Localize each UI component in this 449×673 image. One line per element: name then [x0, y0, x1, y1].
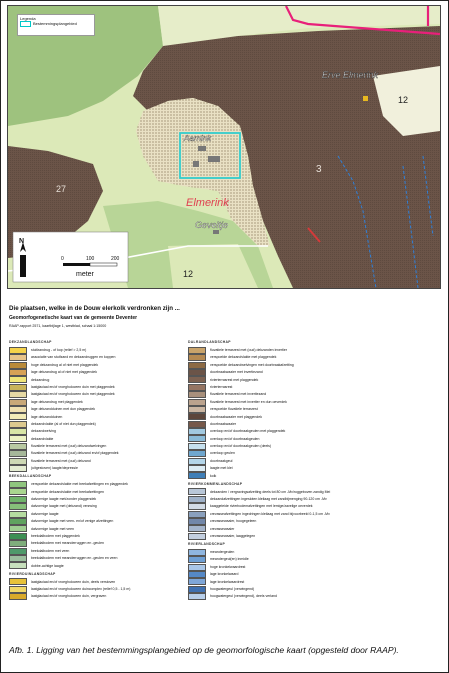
legend-section-heading: DEKZANDLANDSCHAP — [9, 340, 52, 344]
legend-item-label: laatglaciaal en/of vroegholoceen duin, vergraven — [31, 594, 107, 599]
legend-swatch — [9, 555, 27, 562]
legend-item-label: doorbraakwaaier — [210, 421, 237, 426]
scalebar-segment — [90, 263, 117, 266]
legend-item — [9, 503, 130, 510]
legend-item — [9, 586, 130, 593]
legend-source: RAAP-rapport 2571, kaartbijlage 1, westblad, schaal 1:15000 — [9, 324, 107, 328]
legend-item — [188, 518, 330, 525]
figure-caption: Afb. 1. Ligging van het bestemmingsplangebied op de geomorfologische kaart (opgesteld door RAAP). — [9, 645, 399, 655]
legend-item-label: fluvatiele terrasrest met invertier en dun oeverdek — [210, 399, 287, 404]
scalebar-tick: 200 — [111, 256, 120, 262]
legend-item — [9, 347, 130, 354]
legend-item — [188, 563, 330, 570]
study-area-swatch — [20, 21, 31, 27]
legend-item-label: beekdalbodem met veen — [31, 548, 70, 553]
legend-item — [9, 450, 130, 457]
legend-swatch — [188, 465, 206, 472]
legend-item — [9, 428, 130, 435]
legend-swatch — [9, 384, 27, 391]
unit-code: 12 — [183, 269, 194, 279]
legend-swatch — [9, 362, 27, 369]
legend-item-label: laatglaciaal en/of vroegholoceen duin, deels verstoven — [31, 579, 116, 584]
legend-item — [188, 488, 330, 495]
legend-swatch — [9, 428, 27, 435]
legend-item-label: verspoelde fluvatiele terrasrest — [210, 407, 258, 412]
legend-swatch — [9, 347, 27, 354]
legend-item-label: dalvormige laagte met veen — [31, 526, 74, 531]
legend-swatch — [9, 496, 27, 503]
legend-item-label: fluvatiele terrasrest met (oud) dekzand en/of plaggendek — [31, 451, 119, 456]
legend-item-label: lage dekzandrug met plaggendek — [31, 399, 83, 404]
legend-item-label: dalvormige laagte met (dekzand) verzwing — [31, 504, 97, 509]
place-label-erve-elmerink: Erve Elmerink — [322, 70, 379, 80]
legend-section-heading: RIVIERKOMMENLANDSCHAP — [188, 481, 243, 486]
legend-swatch — [9, 413, 27, 420]
legend-item-label: overloop geulen — [210, 451, 235, 456]
legend-swatch — [9, 421, 27, 428]
legend-item — [9, 457, 130, 464]
legend-item-label: doorbraakwaaier met plaggendek — [210, 414, 262, 419]
legend-item-label: rivierterrasrest met plaggendek — [210, 377, 259, 382]
legend-item — [188, 510, 330, 517]
legend-column-left — [9, 338, 130, 600]
legend-item — [188, 571, 330, 578]
legend-item — [188, 503, 330, 510]
legend-item — [9, 510, 130, 517]
legend-item — [188, 361, 330, 368]
legend-item — [9, 435, 130, 442]
legend-item-label: beekdalbodem met meanderruggen en -geulen en veen — [31, 556, 118, 561]
legend-swatch — [188, 496, 206, 503]
legend-swatch — [9, 562, 27, 569]
legend-swatch — [188, 511, 206, 518]
legend-swatch — [9, 354, 27, 361]
legend-swatch — [9, 578, 27, 585]
legend-swatch — [188, 518, 206, 525]
legend-item-label: verspoelde dekzandvlakte met plaggendek — [210, 355, 277, 360]
legend-item-label: lage kronkelwaardrest — [210, 579, 245, 584]
legend-section-heading: RIVIERDUINLANDSCHAP — [9, 571, 56, 576]
inset-legend-heading: Legenda — [20, 16, 36, 21]
legend-item — [188, 465, 330, 472]
legend-item — [188, 443, 330, 450]
legend-item-label: crevasseafzettingen ingedringen kleilaag met zand bijvoorbeeld 0-1,5 cm -Mv — [210, 511, 330, 516]
legend-swatch — [188, 384, 206, 391]
scalebar-segment — [63, 263, 90, 266]
legend-swatch — [9, 586, 27, 593]
legend-item — [9, 578, 130, 585]
legend-swatch — [9, 503, 27, 510]
legend-item — [9, 540, 130, 547]
legend-item-label: doorbraakgeul — [210, 458, 233, 463]
legend-swatch — [9, 435, 27, 442]
legend-item — [188, 369, 330, 376]
legend-item — [9, 369, 130, 376]
legend-item — [188, 391, 330, 398]
legend-item-label: hoge kronkelwaardrest — [210, 564, 246, 569]
place-label-geveltje: Geveltje — [195, 220, 229, 230]
legend-item-label: dekzanden / vergravingsafzetting deels tot 80 cm -Mv/roggeboven zandig Mei — [210, 489, 331, 494]
legend-swatch — [188, 443, 206, 450]
legend-item — [9, 555, 130, 562]
legend-item-label: dekzandrug — [31, 377, 50, 382]
legend-item-label: verspoelde dekzandvlakte met beekafzettingen en plaggendek — [31, 482, 128, 487]
legend-item-label: meandergeul(en) inmidle — [210, 557, 249, 562]
legend-item-label: meandergeulen — [210, 549, 235, 554]
legend-swatch — [188, 413, 206, 420]
legend-item — [188, 428, 330, 435]
legend-title: Die plaatsen, welke in de Douw elerkolk verdronken zijn ... — [9, 305, 180, 312]
building — [213, 230, 219, 234]
legend-swatch — [188, 578, 206, 585]
legend-item — [9, 533, 130, 540]
legend-item — [188, 421, 330, 428]
legend-item-label: associatie van stuifzand en dekzandruggen en koppen — [31, 355, 116, 360]
unit-code: 12 — [398, 95, 409, 105]
unit-code: 3 — [316, 164, 322, 175]
legend-item-label: dobbe-achtige laagte — [31, 563, 64, 568]
geomorphological-map — [7, 5, 441, 289]
building — [193, 161, 199, 167]
map-inset-legend — [17, 14, 95, 36]
legend-swatch — [9, 369, 27, 376]
legend-item — [9, 391, 130, 398]
legend-item — [188, 525, 330, 532]
legend-item — [188, 435, 330, 442]
legend-item — [188, 578, 330, 585]
legend-item — [9, 488, 130, 495]
legend-swatch — [9, 511, 27, 518]
legend-item-label: kolk — [210, 473, 217, 478]
legend-item-label: hoge dekzandrug al of niet met plaggendek — [31, 362, 99, 367]
legend-item-label: crevassewaaier, laaggelegen — [210, 533, 256, 538]
legend-item-label: fluvatiele terrasrest met (oud) dekzanden invertier — [210, 347, 288, 352]
legend-section-heading: DALRANDLANDSCHAP — [188, 340, 231, 344]
legend-item-label: laatglaciaal en/of vroegholoceen duin met plaggendek — [31, 392, 115, 397]
legend-item-label: crevassewaaier — [210, 526, 235, 531]
legend-item — [188, 586, 330, 593]
legend-swatch — [188, 428, 206, 435]
legend-item — [9, 481, 130, 488]
legend-swatch — [9, 593, 27, 600]
legend-swatch — [188, 525, 206, 532]
legend-item — [188, 450, 330, 457]
legend-swatch — [188, 362, 206, 369]
legend-item-label: fluvatiele terrasrest met invertiezand — [210, 392, 267, 397]
legend-swatch — [9, 406, 27, 413]
legend-item — [188, 384, 330, 391]
inset-legend-entry — [20, 21, 92, 27]
legend-swatch — [9, 458, 27, 465]
legend-item-label: laatglaciaal en/of vroegholoceen duincomplex (relief 0,5 - 1,5 m) — [31, 586, 131, 591]
legend-swatch — [188, 564, 206, 571]
legend-item-label: beekdalbodem met plaggendek — [31, 533, 80, 538]
legend-item — [9, 406, 130, 413]
legend-swatch — [9, 443, 27, 450]
legend-swatch — [188, 435, 206, 442]
building — [198, 146, 206, 151]
legend-item-label: lage dekzandrug al of niet met plaggendek — [31, 370, 97, 375]
legend-item — [9, 361, 130, 368]
scalebar-unit: meter — [76, 271, 94, 278]
legend-swatch — [188, 593, 206, 600]
legend-item — [188, 413, 330, 420]
legend-item — [188, 593, 330, 600]
legend-item — [188, 549, 330, 556]
legend-swatch — [188, 549, 206, 556]
place-label-aarnink: Aarnink — [184, 134, 212, 143]
legend-swatch — [9, 399, 27, 406]
legend-item-label: dekzandwelving — [31, 429, 56, 434]
place-label-elmerink: Elmerink — [186, 197, 229, 209]
legend-item-label: dekzandvlakte — [31, 436, 54, 441]
legend-section-heading: RIVIERLANDSCHAP — [188, 541, 226, 546]
legend-item — [188, 472, 330, 479]
legend-item-label: verspoelde dekzandvlakte met beekafzettingen — [31, 489, 104, 494]
legend-swatch — [188, 406, 206, 413]
legend-item-label: lage dekzandduinen — [31, 414, 63, 419]
unit-code: 27 — [56, 184, 67, 194]
legend-item-label: overloop en/of doorbraakgeulen — [210, 436, 260, 441]
legend-item-label: lage kronkelwaard — [210, 572, 239, 577]
legend-swatch — [9, 465, 27, 472]
legend-item — [188, 347, 330, 354]
legend-item — [9, 354, 130, 361]
legend-item — [9, 421, 130, 428]
legend-swatch — [188, 450, 206, 457]
legend-swatch — [188, 533, 206, 540]
legend-swatch — [9, 376, 27, 383]
legend-swatch — [188, 347, 206, 354]
legend-item-label: dalvormige laagte met veen- en/of venige afzettingen — [31, 519, 114, 524]
legend-swatch — [188, 399, 206, 406]
legend-item — [9, 525, 130, 532]
legend-item-label: dekzandvlakte (al of niet dun plaggendek) — [31, 421, 96, 426]
legend-item-label: hoogwatergeul (verwingend) — [210, 586, 255, 591]
legend-item — [9, 398, 130, 405]
legend-item — [9, 443, 130, 450]
legend-item — [9, 562, 130, 569]
north-label: N — [19, 238, 25, 245]
legend-swatch — [9, 540, 27, 547]
legend-item — [9, 547, 130, 554]
legend-item-label: overloop en/of doorbraakgeulen (deels) — [210, 444, 272, 449]
legend-item — [9, 384, 130, 391]
legend-item-label: doorbraakwaaier met invertiezand — [210, 370, 263, 375]
legend-swatch — [9, 533, 27, 540]
legend-item-label: crevassewaaier, hoogegeleen — [210, 519, 257, 524]
legend-item-label: dekzandafzettingen ingesloten kleilaag met zandbijmenging 90-120 cm -Mv — [210, 497, 327, 501]
legend-item-label: lage dekzandduinen met dun plaggendek — [31, 407, 96, 412]
legend-section-heading: BEEKDALLANDSCHAP — [9, 474, 52, 479]
legend-swatch — [9, 391, 27, 398]
legend-item-label: rivierterrasrest — [210, 384, 233, 389]
legend-item-label: (uitgestoven) laagte/depressie — [31, 466, 78, 471]
legend-item-label: beekdalbodem met meanderruggen en -geulen — [31, 541, 104, 546]
legend-item — [188, 457, 330, 464]
legend-swatch — [188, 556, 206, 563]
legend-item-label: kaaggeleide rivierbodemafzettingen met lemige/zavelige oeverdek — [210, 504, 313, 509]
building — [363, 96, 368, 101]
legend-swatch — [9, 488, 27, 495]
legend-swatch — [188, 488, 206, 495]
legend-item-label: overloop en/of doorbraakgeulen met plaggendek — [210, 429, 286, 434]
legend-swatch — [188, 376, 206, 383]
legend-swatch — [188, 369, 206, 376]
legend-item — [9, 465, 130, 472]
legend-swatch — [188, 586, 206, 593]
legend-swatch — [9, 548, 27, 555]
legend-swatch — [9, 518, 27, 525]
building — [208, 156, 220, 162]
legend-swatch — [9, 450, 27, 457]
north-arrow-shaft — [20, 255, 26, 277]
legend-swatch — [188, 472, 206, 479]
legend-swatch — [188, 458, 206, 465]
legend-swatch — [188, 354, 206, 361]
scalebar-tick: 100 — [86, 256, 95, 262]
legend-item — [9, 593, 130, 600]
legend-item — [188, 376, 330, 383]
legend-swatch — [188, 391, 206, 398]
legend-item — [188, 556, 330, 563]
legend-swatch — [188, 571, 206, 578]
legend-subtitle: Geomorfogenetische kaart van de gemeente Deventer — [9, 315, 138, 321]
scalebar-tick: 0 — [61, 256, 64, 262]
legend-item — [188, 533, 330, 540]
legend-swatch — [9, 525, 27, 532]
inset-legend-entry-label: Bestemmingsplangebied — [33, 21, 77, 27]
legend-item-label: dalvormige laagte met/zonder plaggendek — [31, 497, 97, 501]
legend-item-label: stuifzandrug - of kop (relief > 2,5 m) — [31, 347, 87, 352]
legend-item-label: laagte met klei — [210, 466, 233, 471]
legend-item-label: fluvatiele terrasrest met (oud) dekzandwelvingen — [31, 444, 107, 449]
legend-item-label: hoogwatergeul (verwingend), deels verland — [210, 594, 277, 599]
legend-item — [9, 413, 130, 420]
legend-swatch — [188, 503, 206, 510]
legend-swatch — [188, 421, 206, 428]
legend-swatch — [9, 481, 27, 488]
legend-item — [188, 496, 330, 503]
legend-item-label: verspoelde dekzandwelvingen met doorbraakafzetting — [210, 362, 294, 367]
legend-item — [9, 496, 130, 503]
legend-item — [9, 518, 130, 525]
legend-column-right — [188, 338, 330, 600]
legend-item — [188, 354, 330, 361]
legend-item — [9, 376, 130, 383]
legend-item — [188, 398, 330, 405]
legend-item-label: laatglaciaal en/of vroegholoceen duin met plaggendek — [31, 384, 115, 389]
legend-item-label: fluvatiele terrasrest met (oud) dekzand — [31, 458, 91, 463]
legend-item — [188, 406, 330, 413]
legend-item-label: dalvormige laagte — [31, 511, 59, 516]
map-canvas — [8, 6, 440, 288]
